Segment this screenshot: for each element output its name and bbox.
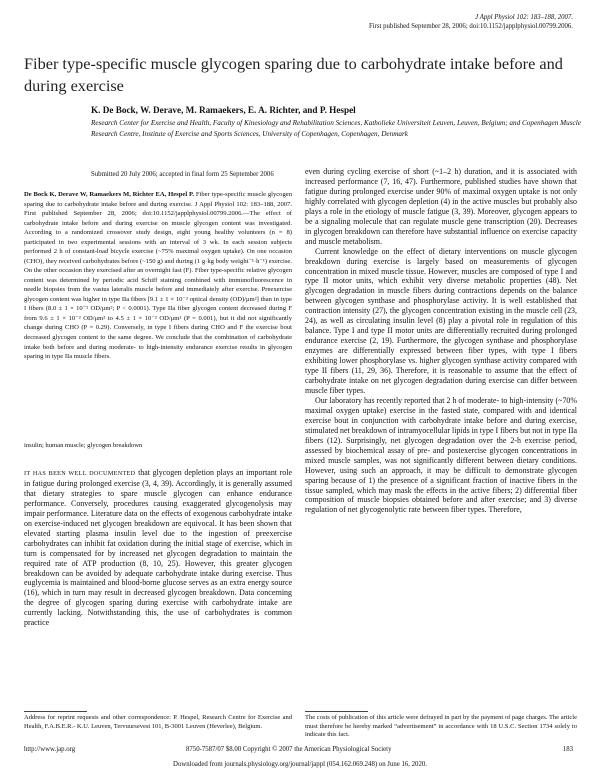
journal-citation: J Appl Physiol 102: 183–188, 2007. <box>475 14 573 21</box>
footnote-divider-left <box>24 711 87 712</box>
article-title: Fiber type-specific muscle glycogen sparing due to carbohydrate intake before and during exercise <box>24 54 563 95</box>
abstract <box>24 190 292 362</box>
first-published-line: First published September 28, 2006; doi:10.1152/japplphysiol.00799.2006. <box>368 23 573 30</box>
abstract-body: Fiber type-specific muscle glycogen sparing due to carbohydrate intake before and during exercise. J Appl Physiol 102: 183–188, 2007. First published September 28, 2006; doi:10.1152/japplphysiol.00799.2006.—The effect of carbohydrate intake before and during exercise on muscle glycogen content was investigated. According to a randomized crossover study design, eight young healthy volunteers (n = 8) participated in two experimental sessions with an interval of 3 wk. In each session subjects performed 2 h of constant-load bicycle exercise (~75% maximal oxygen uptake). On one occasion (CHO), they received carbohydrates before (~150 g) and during (1 g·kg body weight⁻¹·h⁻¹) exercise. On the other occasion they exercised after an overnight fast (F). Fiber type-specific relative glycogen content was determined by periodic acid Schiff staining combined with immunofluorescence in needle biopsies from the vastus lateralis muscle before and immediately after exercise. Preexercise glycogen content was higher in type IIa fibers [9.1 ± 1 × 10⁻² optical density (OD)/μm²] than in type I fibers (8.0 ± 1 × 10⁻² OD/μm²; P < 0.0001). Type IIa fiber glycogen content decreased during F from 9.6 ± 1 × 10⁻² OD/μm² to 4.5 ± 1 × 10⁻² OD/μm² (P = 0.001), but it did not significantly change during CHO (P = 0.29). Conversely, in type I fibers during CHO and F the exercise bout decreased glycogen content to the same degree. We conclude that the combination of carbohydrate intake both before and during moderate- to high-intensity endurance exercise results in glycogen sparing in type IIa muscle fibers. <box>24 191 292 361</box>
issn-copyright: 8750-7587/07 $8.00 Copyright © 2007 the American Physiological Society <box>186 746 392 753</box>
abstract-citation-lead: De Bock K, Derave W, Ramaekers M, Richter EA, Hespel P. <box>24 191 195 198</box>
footnote-divider-right <box>305 711 368 712</box>
journal-header <box>369 13 573 31</box>
right-column-text <box>305 167 577 515</box>
submission-dates: Submitted 20 July 2006; accepted in final form 25 September 2006 <box>91 171 274 178</box>
intro-smallcaps-lead: IT HAS BEEN WELL DOCUMENTED <box>24 470 136 477</box>
introduction-paragraph <box>24 468 292 628</box>
page-number: 183 <box>562 746 573 753</box>
author-list: K. De Bock, W. Derave, M. Ramaekers, E. A. Richter, and P. Hespel <box>91 105 356 115</box>
journal-url[interactable]: http://www.jap.org <box>24 746 76 753</box>
right-paragraph-3: Our laboratory has recently reported that 2 h of moderate- to high-intensity (~70% maximal oxygen uptake) exercise in the fasted state, compared with and identical exercise bout in conjunction with carbohydrate intake before and during exercise, stimulated net breakdown of intramyocellular lipids in type I fibers but not in type IIa fibers (12). Surprisingly, net glycogen degradation over the 2-h exercise period, assessed by biochemical assay of pre- and postexercise glycogen concentrations in mixed muscle samples, was not significantly different between dietary conditions. However, using such an approach, it may be difficult to demonstrate glycogen sparing because of 1) the presence of a significant fraction of inactive fibers in the tissue sampled, which may mask the effects in the active fibers; 2) differential fiber composition of muscle biopsies obtained before and after exercise; and 3) diverse regulation of net glycogenolytic rate between fiber types. Therefore, <box>305 395 578 515</box>
affiliations: Research Center for Exercise and Health, Faculty of Kinesiology and Rehabilitation Sciences, Katholieke Universiteit Leuven, Leuven, Belgium; and Copenhagen Muscle Research Centre, Institute of Exercise and Sports Sciences, University of Copenhagen, Copenhagen, Denmark <box>91 119 581 138</box>
right-paragraph-1: even during cycling exercise of short (~1–2 h) duration, and it is associated with increased performance (7, 16, 47). Furthermore, published studies have shown that fatigue during prolonged exercise under 90% of maximal oxygen uptake is not only highly correlated with glycogen depletion (4) in the active muscles but probably also plays a role in the etiology of muscle fatigue (3, 39). Moreover, glycogen appears to be a signaling molecule that can regulate muscle gene transcription (20). Decreases in glycogen breakdown can therefore have substantial influence on exercise capacity and muscle metabolism. <box>305 167 577 246</box>
correspondence-footnote: Address for reprint requests and other correspondence: P. Hespel, Research Centre for Exercise and Health, F.A.B.E.R.- K.U. Leuven, Tervuursevest 101, B-3001 Leuven (Heverlee), Belgium. <box>24 714 292 730</box>
right-paragraph-2: Current knowledge on the effect of dietary interventions on muscle glycogen breakdown during exercise is largely based on measurements of glycogen concentration in mixed muscle tissue. However, muscles are composed of type I and type II motor units, which exhibit very diverse metabolic properties (48). Net glycogen degradation in muscle fibers during contractions depends on the balance between glycogen synthase and phosphorylase activity. It is well established that contraction intensity (27), the glycogen concentration existing in the muscle cell (23, 24), as well as circulating insulin level (8) play a pivotal role in regulation of this balance. Type I and type II motor units are differentially recruited during prolonged endurance exercise (2, 19). Furthermore, the glycogen synthase and phosphorylase enzymes are differentially expressed between fiber types, with type I fibers exhibiting lower phosphorylase vs. higher glycogen synthase activity compared with type II fibers (11, 29, 36). Therefore, it is reasonable to assume that the effect of carbohydrate intake on net glycogen degradation during exercise can differ between muscle fiber types. <box>305 246 577 395</box>
download-notice: Downloaded from journals.physiology.org/journal/jappl (054.162.069.248) on June 16, 2020. <box>173 761 427 768</box>
keywords: insulin; human muscle; glycogen breakdown <box>24 442 143 449</box>
page-charges-footnote: The costs of publication of this article were defrayed in part by the payment of page charges. The article must therefore be hereby marked “advertisement” in accordance with 18 U.S.C. Section 1734 solely to indicate this fact. <box>305 714 577 739</box>
intro-body: that glycogen depletion plays an important role in fatigue during prolonged exercise (3, 4, 39). Accordingly, it is generally assumed that dietary strategies to spare muscle glycogen can enhance endurance performance. Conversely, procedures causing exaggerated glycogenolysis may impair performance. Literature data on the effects of exogenous carbohydrate intake on exercise-induced net glycogen breakdown are equivocal. It has been shown that elevated starting plasma insulin level due to the ingestion of preexercise carbohydrates can inhibit fat oxidation during the initial stage of exercise, which in turn is compensated for by increased net glycogen degradation to maintain the required rate of ATP production (8, 10, 25). However, this greater glycogen breakdown can be avoided by adequate carbohydrate intake during exercise. Thus euglycemia is maintained and blood-borne glucose serves as an extra energy source (16), which in turn may result in decreased glycogen breakdown. Data concerning the degree of glycogen sparing during exercise with carbohydrate intake are currently lacking. Notwithstanding this, the use of carbohydrates is common practice <box>24 468 293 628</box>
